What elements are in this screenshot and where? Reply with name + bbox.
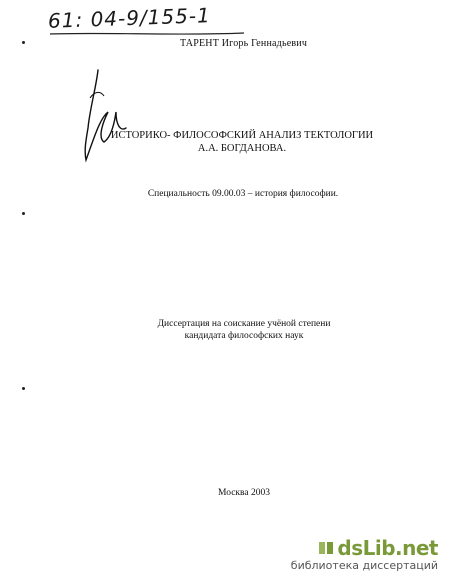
degree-line-1: Диссертация на соискание учёной степени (157, 319, 331, 329)
handwritten-underline (48, 30, 248, 38)
title-line-2: А.А. БОГДАНОВА. (197, 143, 287, 154)
watermark[interactable] (291, 536, 438, 572)
watermark-site: dsLib.net (337, 536, 438, 560)
degree-statement (0, 318, 450, 342)
book-icon (317, 539, 335, 557)
margin-mark (22, 387, 25, 390)
degree-line-2: кандидата философских наук (184, 331, 304, 341)
city-year: Москва 2003 (218, 488, 270, 498)
author-name: ТАРЕНТ Игорь Геннадьевич (180, 38, 308, 49)
margin-mark (22, 212, 25, 215)
specialty-line: Специальность 09.00.03 – история философии. (147, 189, 339, 199)
margin-mark (22, 41, 25, 44)
title-line-1: ИСТОРИКО- ФИЛОСОФСКИЙ АНАЛИЗ ТЕКТОЛОГИИ (110, 130, 374, 141)
watermark-subtitle: библиотека диссертаций (290, 559, 438, 572)
handwritten-catalog-code: 61: 04-9/155-1 (47, 3, 212, 33)
watermark-logo (291, 536, 438, 560)
dissertation-title (0, 129, 450, 155)
